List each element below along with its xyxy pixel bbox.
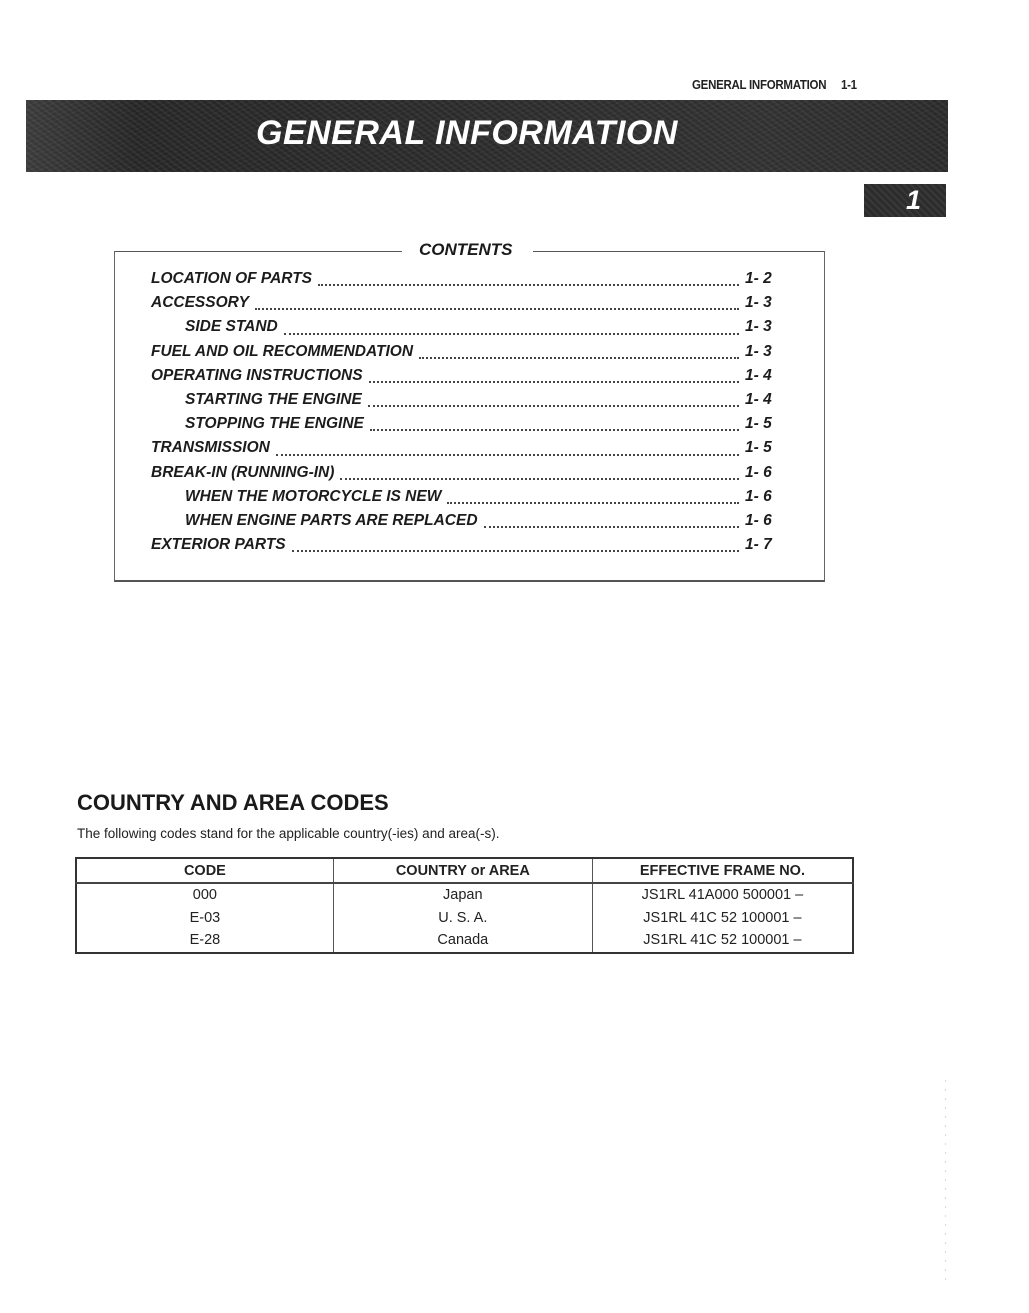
running-header-section: GENERAL INFORMATION <box>692 78 827 92</box>
toc-item-label: STARTING THE ENGINE <box>185 390 362 408</box>
toc-item-operating-instructions[interactable] <box>151 367 781 391</box>
cell-code: E-28 <box>189 932 221 949</box>
toc-item-page: 1- 6 <box>745 511 772 529</box>
toc-item-side-stand[interactable] <box>151 318 781 342</box>
toc-item-page: 1- 3 <box>745 294 772 312</box>
chapter-number: 1 <box>906 185 922 215</box>
cell-frame-no: JS1RL 41C 52 100001 – <box>592 907 853 930</box>
toc-item-accessory[interactable] <box>151 294 781 318</box>
toc-item-starting-the-engine[interactable] <box>151 391 781 415</box>
toc-item-label: SIDE STAND <box>185 318 278 336</box>
column-header-frame-no: EFFECTIVE FRAME NO. <box>592 858 853 883</box>
country-codes-table <box>75 857 854 954</box>
section-heading-country-codes: COUNTRY AND AREA CODES <box>77 790 389 815</box>
toc-item-label: LOCATION OF PARTS <box>151 270 313 287</box>
toc-item-transmission[interactable] <box>151 439 781 463</box>
toc-item-label: STOPPING THE ENGINE <box>185 415 364 433</box>
cell-code: E-03 <box>189 909 221 926</box>
section-intro-text: The following codes stand for the applicable country(-ies) and area(-s). <box>77 826 500 841</box>
running-header <box>692 78 857 92</box>
dot-leader <box>284 333 739 335</box>
toc-item-when-engine-parts-replaced[interactable] <box>151 512 781 536</box>
toc-item-exterior-parts[interactable] <box>151 536 781 560</box>
toc-item-label: ACCESSORY <box>151 294 249 312</box>
dot-leader <box>368 405 739 407</box>
dot-leader <box>447 502 739 504</box>
toc-item-page: 1- 5 <box>745 439 772 457</box>
dot-leader <box>484 526 739 528</box>
dot-leader <box>370 429 739 431</box>
toc-item-fuel-and-oil-recommendation[interactable] <box>151 343 781 367</box>
toc-item-stopping-the-engine[interactable] <box>151 415 781 439</box>
toc-item-page: 1- 6 <box>745 487 772 505</box>
toc-item-page: 1- 5 <box>745 415 772 433</box>
cell-country: Canada <box>333 929 592 953</box>
dot-leader <box>318 284 739 286</box>
cell-code: 000 <box>192 887 217 904</box>
dot-leader <box>369 381 739 383</box>
table-row <box>76 883 853 907</box>
toc-item-label: BREAK-IN (RUNNING-IN) <box>151 463 335 481</box>
toc-item-label: EXTERIOR PARTS <box>151 536 286 554</box>
table-of-contents <box>151 270 781 560</box>
toc-item-label: WHEN THE MOTORCYCLE IS NEW <box>185 487 442 505</box>
dot-leader <box>255 308 739 310</box>
toc-item-when-motorcycle-is-new[interactable] <box>151 488 781 512</box>
running-header-page-number: 1-1 <box>840 78 857 92</box>
cell-frame-no: JS1RL 41C 52 100001 – <box>592 929 853 953</box>
cell-frame-no: JS1RL 41A000 500001 – <box>592 883 853 907</box>
chapter-number-tab <box>864 184 946 217</box>
toc-item-break-in[interactable] <box>151 464 781 488</box>
table-row <box>76 929 853 953</box>
toc-item-page: 1- 3 <box>745 342 772 360</box>
toc-item-page: 1- 4 <box>745 390 772 408</box>
dot-leader <box>276 454 739 456</box>
contents-heading: CONTENTS <box>419 240 513 259</box>
toc-item-label: TRANSMISSION <box>151 439 270 457</box>
dot-leader <box>340 478 739 480</box>
scan-edge-artifact <box>945 1080 946 1280</box>
toc-item-page: 1- 3 <box>745 318 772 336</box>
column-header-code: CODE <box>76 858 333 883</box>
dot-leader <box>419 357 739 359</box>
chapter-title: GENERAL INFORMATION <box>256 114 678 152</box>
toc-item-label: WHEN ENGINE PARTS ARE REPLACED <box>185 511 478 529</box>
toc-item-page: 1- 7 <box>745 536 772 554</box>
toc-item-location-of-parts[interactable] <box>151 270 781 294</box>
toc-item-label: FUEL AND OIL RECOMMENDATION <box>151 342 414 360</box>
table-header-row <box>76 858 853 883</box>
chapter-title-band <box>26 100 948 172</box>
toc-item-page: 1- 4 <box>745 366 772 384</box>
cell-country: U. S. A. <box>333 907 592 930</box>
toc-item-label: OPERATING INSTRUCTIONS <box>151 366 363 384</box>
toc-item-page: 1- 6 <box>745 463 772 481</box>
cell-country: Japan <box>333 883 592 907</box>
dot-leader <box>292 550 739 552</box>
toc-item-page: 1- 2 <box>745 270 772 287</box>
column-header-country: COUNTRY or AREA <box>333 858 592 883</box>
table-row <box>76 907 853 930</box>
